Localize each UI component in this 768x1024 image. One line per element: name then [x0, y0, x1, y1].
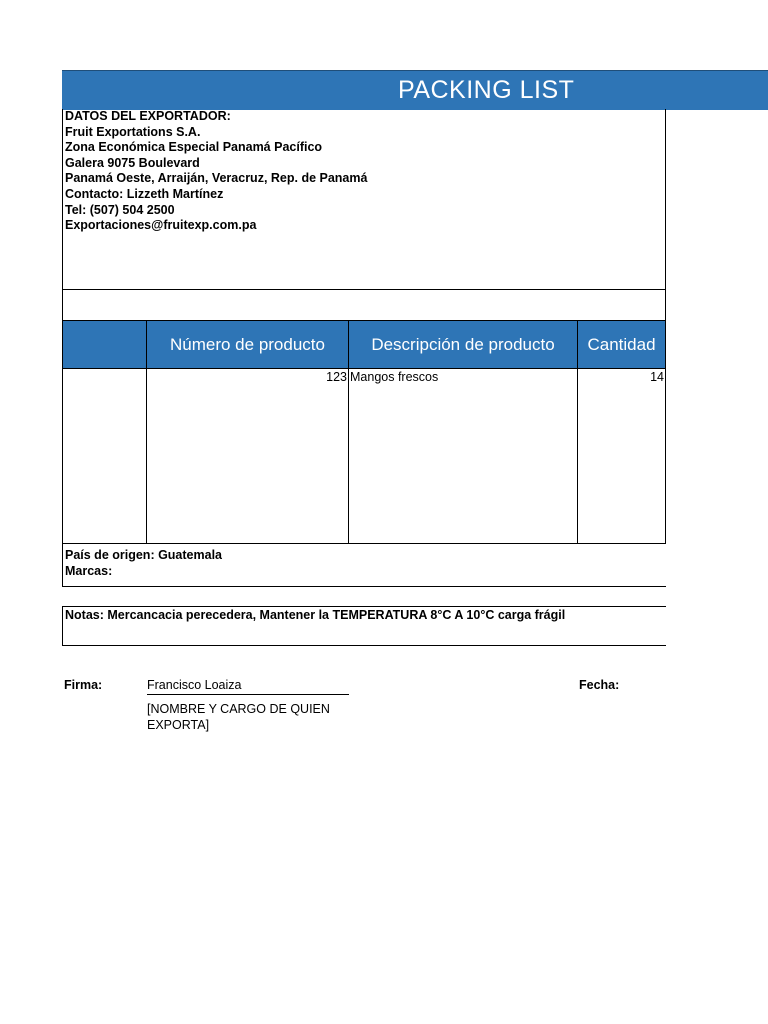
signature-label: Firma:: [64, 678, 103, 692]
header-product-description: Descripción de producto: [349, 321, 578, 368]
date-label: Fecha:: [579, 678, 620, 692]
exporter-contact: Contacto: Lizzeth Martínez: [65, 186, 224, 201]
exporter-phone: Tel: (507) 504 2500: [65, 202, 175, 217]
origin-country: País de origen: Guatemala: [65, 548, 222, 562]
products-table-header: [62, 320, 666, 369]
cell-blank: [63, 368, 147, 543]
cell-product-number: 123: [147, 368, 349, 543]
exporter-company: Fruit Exportations S.A.: [65, 124, 201, 139]
origin-section: [62, 543, 666, 587]
exporter-heading: DATOS DEL EXPORTADOR:: [65, 109, 231, 123]
title-bar: [62, 70, 768, 110]
blank-row: [62, 289, 666, 321]
exporter-email: Exportaciones@fruitexp.com.pa: [65, 218, 257, 233]
exporter-street: Galera 9075 Boulevard: [65, 155, 200, 170]
origin-marks: Marcas:: [65, 563, 113, 578]
header-product-number: Número de producto: [147, 321, 349, 368]
header-quantity: Cantidad: [587, 334, 656, 354]
notes-section: [62, 606, 666, 646]
notes-text: Notas: Mercancacia perecedera, Mantener la TEMPERATURA 8°C A 10°C carga frágil: [65, 608, 566, 622]
document-title: PACKING LIST: [398, 76, 575, 104]
cell-quantity: 14: [650, 370, 664, 384]
products-table-row: [62, 368, 666, 544]
exporter-zone: Zona Económica Especial Panamá Pacífico: [65, 140, 323, 155]
cell-description: Mangos frescos: [349, 368, 578, 543]
signature-name: Francisco Loaiza: [147, 678, 349, 695]
exporter-city: Panamá Oeste, Arraiján, Veracruz, Rep. de Panamá: [65, 171, 368, 186]
signature-note: [NOMBRE Y CARGO DE QUIEN EXPORTA]: [147, 702, 330, 732]
header-cell-blank: [63, 321, 147, 368]
exporter-details: [62, 109, 666, 290]
